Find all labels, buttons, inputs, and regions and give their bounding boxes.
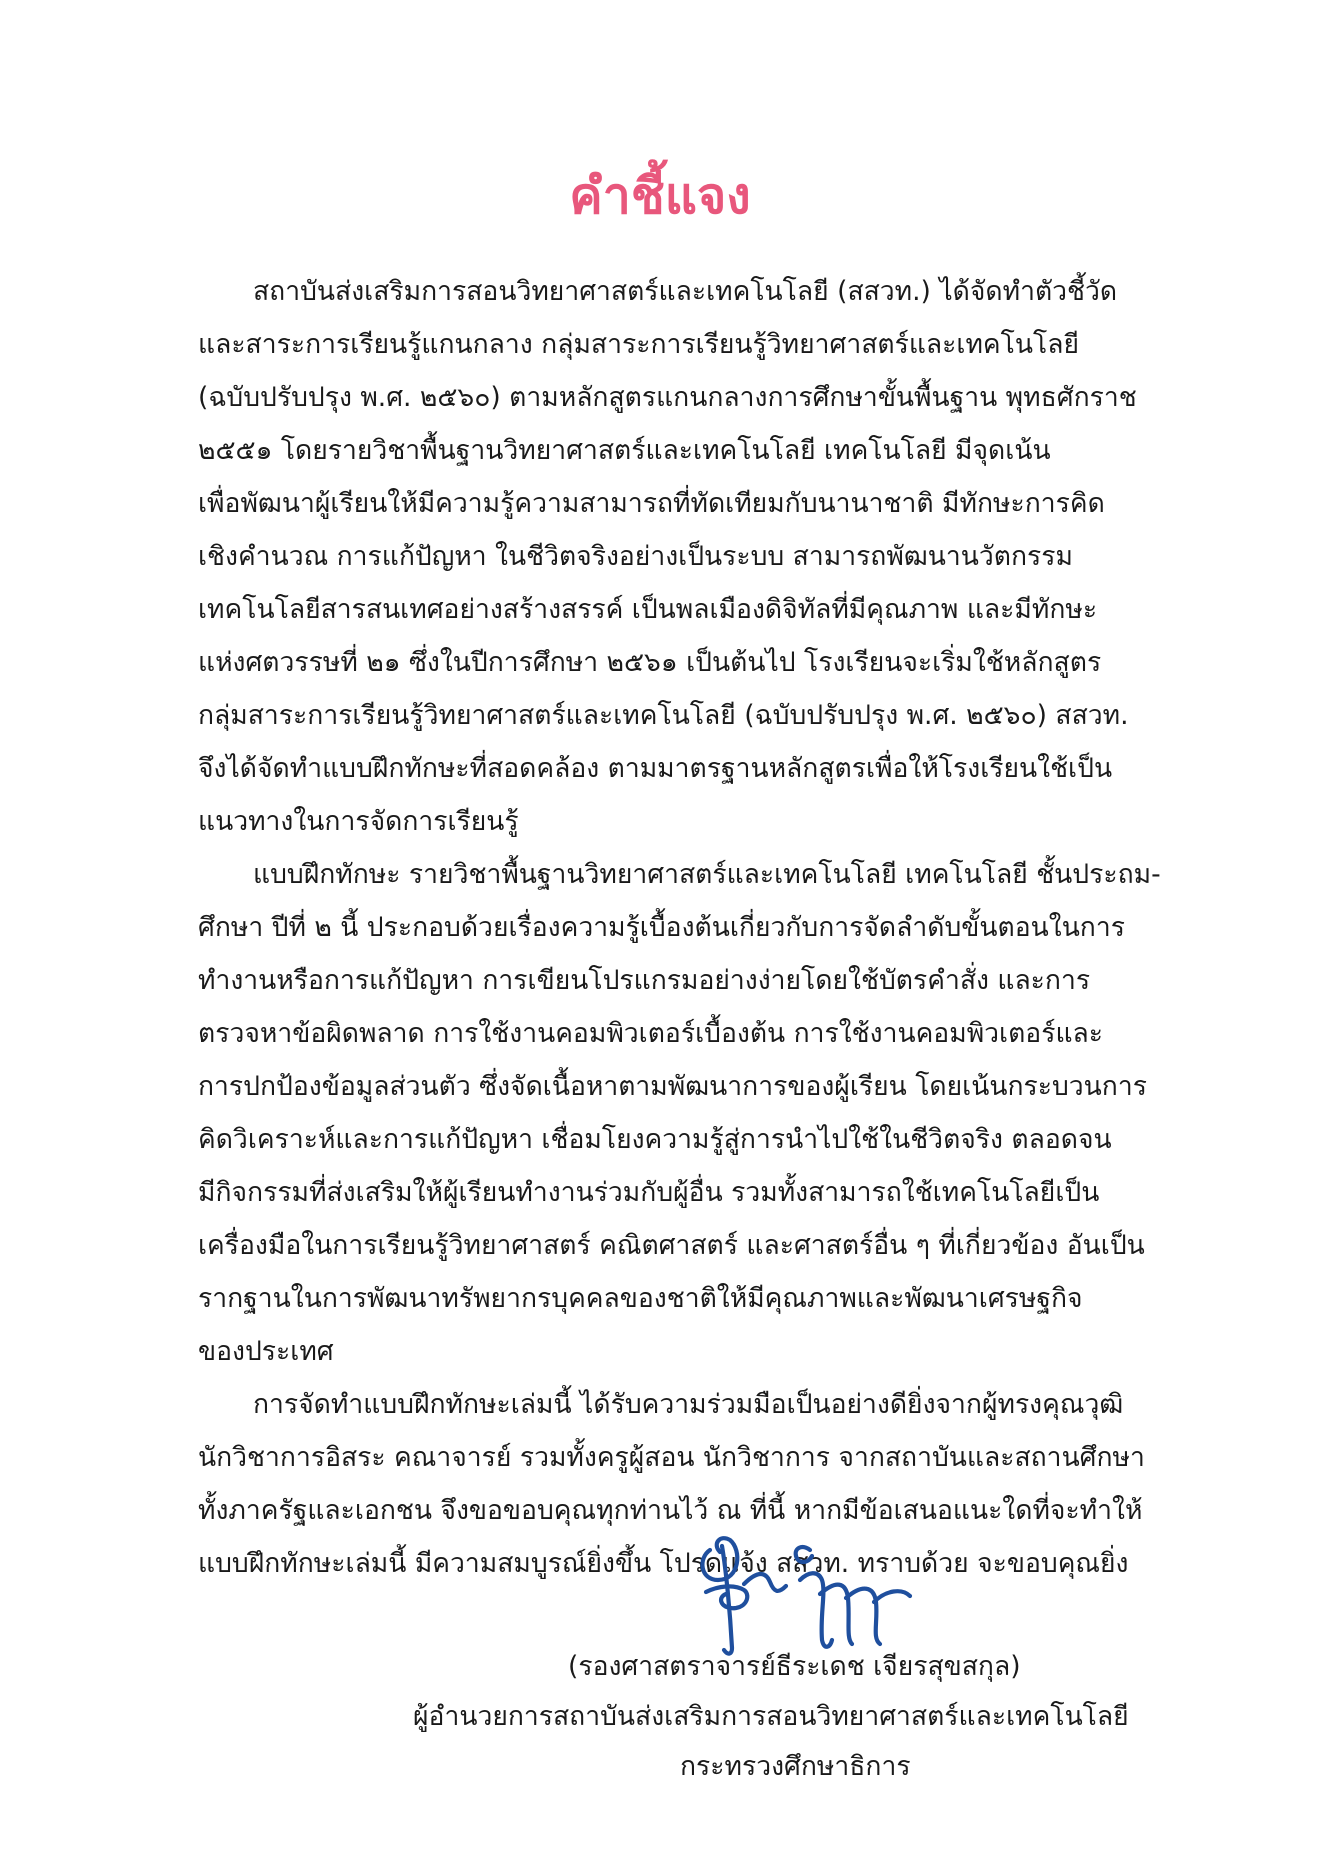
paragraph-3-line: แบบฝึกทักษะเล่มนี้ มีความสมบูรณ์ยิ่งขึ้น โปรดแจ้ง สสวท. ทราบด้วย จะขอบคุณยิ่ง	[198, 1548, 1129, 1579]
paragraph-1-line: กลุ่มสาระการเรียนรู้วิทยาศาสตร์และเทคโนโลยี (ฉบับปรับปรุง พ.ศ. ๒๕๖๐) สสวท.	[198, 700, 1129, 731]
paragraph-1-line: เพื่อพัฒนาผู้เรียนให้มีความรู้ความสามารถที่ทัดเทียมกับนานาชาติ มีทักษะการคิด	[198, 488, 1105, 519]
paragraph-2-line: แบบฝึกทักษะ รายวิชาพื้นฐานวิทยาศาสตร์และเทคโนโลยี เทคโนโลยี ชั้นประถม-	[253, 859, 1161, 890]
paragraph-2-line: การปกป้องข้อมูลส่วนตัว ซึ่งจัดเนื้อหาตามพัฒนาการของผู้เรียน โดยเน้นกระบวนการ	[198, 1071, 1147, 1102]
paragraph-3-line: การจัดทำแบบฝึกทักษะเล่มนี้ ได้รับความร่วมมือเป็นอย่างดียิ่งจากผู้ทรงคุณวุฒิ	[253, 1389, 1124, 1420]
paragraph-2-line: มีกิจกรรมที่ส่งเสริมให้ผู้เรียนทำงานร่วมกับผู้อื่น รวมทั้งสามารถใช้เทคโนโลยีเป็น	[198, 1177, 1100, 1208]
signatory-name: (รองศาสตราจารย์ธีระเดช เจียรสุขสกุล)	[568, 1651, 1021, 1682]
paragraph-2-line: ตรวจหาข้อผิดพลาด การใช้งานคอมพิวเตอร์เบื้องต้น การใช้งานคอมพิวเตอร์และ	[198, 1018, 1104, 1049]
page-title: คำชี้แจง	[569, 167, 751, 225]
paragraph-1-line: เทคโนโลยีสารสนเทศอย่างสร้างสรรค์ เป็นพลเมืองดิจิทัลที่มีคุณภาพ และมีทักษะ	[198, 594, 1098, 625]
signatory-organization: กระทรวงศึกษาธิการ	[680, 1751, 911, 1782]
handwritten-signature	[670, 1510, 930, 1660]
paragraph-1-line: แห่งศตวรรษที่ ๒๑ ซึ่งในปีการศึกษา ๒๕๖๑ เป็นต้นไป โรงเรียนจะเริ่มใช้หลักสูตร	[198, 647, 1102, 678]
paragraph-1-line: สถาบันส่งเสริมการสอนวิทยาศาสตร์และเทคโนโลยี (สสวท.) ได้จัดทำตัวชี้วัด	[253, 276, 1118, 307]
paragraph-1-line: และสาระการเรียนรู้แกนกลาง กลุ่มสาระการเรียนรู้วิทยาศาสตร์และเทคโนโลยี	[198, 329, 1079, 360]
paragraph-3-line: ทั้งภาครัฐและเอกชน จึงขอขอบคุณทุกท่านไว้ ณ ที่นี้ หากมีข้อเสนอแนะใดที่จะทำให้	[198, 1495, 1143, 1526]
paragraph-3-line: นักวิชาการอิสระ คณาจารย์ รวมทั้งครูผู้สอน นักวิชาการ จากสถาบันและสถานศึกษา	[198, 1442, 1145, 1473]
paragraph-1-line: ๒๕๕๑ โดยรายวิชาพื้นฐานวิทยาศาสตร์และเทคโนโลยี เทคโนโลยี มีจุดเน้น	[198, 435, 1051, 466]
body-text	[198, 265, 1166, 1590]
paragraph-2-line: ทำงานหรือการแก้ปัญหา การเขียนโปรแกรมอย่างง่ายโดยใช้บัตรคำสั่ง และการ	[198, 965, 1091, 996]
signatory-position: ผู้อำนวยการสถาบันส่งเสริมการสอนวิทยาศาสตร์และเทคโนโลยี	[413, 1701, 1129, 1732]
paragraph-2-line: ศึกษา ปีที่ ๒ นี้ ประกอบด้วยเรื่องความรู้เบื้องต้นเกี่ยวกับการจัดลำดับขั้นตอนในการ	[198, 912, 1125, 943]
paragraph-1-line: แนวทางในการจัดการเรียนรู้	[198, 806, 519, 837]
paragraph-1-line: (ฉบับปรับปรุง พ.ศ. ๒๕๖๐) ตามหลักสูตรแกนกลางการศึกษาขั้นพื้นฐาน พุทธศักราช	[198, 382, 1137, 413]
paragraph-2-line: ของประเทศ	[198, 1336, 334, 1367]
paragraph-1-line: เชิงคำนวณ การแก้ปัญหา ในชีวิตจริงอย่างเป็นระบบ สามารถพัฒนานวัตกรรม	[198, 541, 1073, 572]
paragraph-1-line: จึงได้จัดทำแบบฝึกทักษะที่สอดคล้อง ตามมาตรฐานหลักสูตรเพื่อให้โรงเรียนใช้เป็น	[198, 753, 1113, 784]
paragraph-2-line: เครื่องมือในการเรียนรู้วิทยาศาสตร์ คณิตศาสตร์ และศาสตร์อื่น ๆ ที่เกี่ยวข้อง อันเป็น	[198, 1230, 1145, 1261]
paragraph-2-line: รากฐานในการพัฒนาทรัพยากรบุคคลของชาติให้มีคุณภาพและพัฒนาเศรษฐกิจ	[198, 1283, 1083, 1314]
paragraph-2-line: คิดวิเคราะห์และการแก้ปัญหา เชื่อมโยงความรู้สู่การนำไปใช้ในชีวิตจริง ตลอดจน	[198, 1124, 1112, 1155]
